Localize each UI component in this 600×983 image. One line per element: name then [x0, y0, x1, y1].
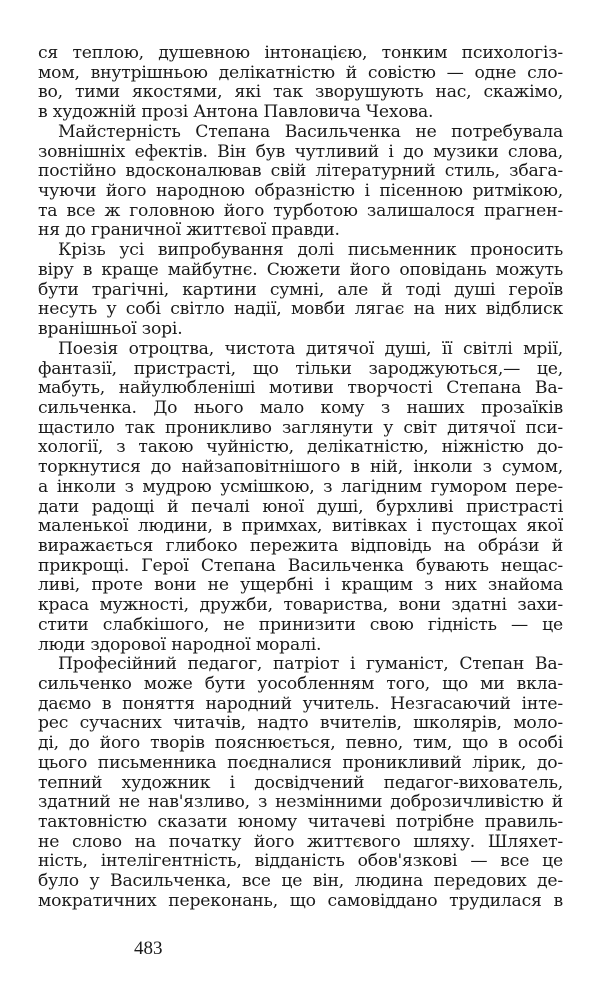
text-line: дати радощі й печалі юної душі, бурхливі пристрасті	[38, 496, 563, 517]
text-line: стити слабкішого, не принизити свою гідність — це	[38, 614, 563, 635]
text-line: зовнішніх ефектів. Він був чутливий і до музики слова,	[38, 141, 563, 162]
text-line: во, тими якостями, які так зворушують нас, скажімо,	[38, 82, 563, 103]
paragraph-mastery	[38, 123, 563, 241]
page-number: 483	[134, 938, 163, 959]
text-line: та все ж головною його турботою залишалося прагнен-	[38, 200, 563, 221]
text-line: ливі, проте вони не ущербні і кращим з них знайома	[38, 575, 563, 596]
text-line: а інколи з мудрою усмішкою, з лагідним гумором пере-	[38, 476, 563, 497]
text-line: фантазії, пристрасті, що тільки зароджуються,— це,	[38, 358, 563, 379]
text-line: рес сучасних читачів, надто вчителів, школярів, моло-	[38, 713, 563, 734]
document-page	[38, 44, 563, 912]
text-line: ня до граничної життєвої правди.	[38, 220, 340, 241]
text-line: несуть у собі світло надії, мовби лягає на них відблиск	[38, 299, 563, 320]
text-line: прикрощі. Герої Степана Васильченка бувають нещас-	[38, 555, 563, 576]
text-line: бути трагічні, картини сумні, але й тоді душі героїв	[38, 279, 563, 300]
text-line: цього письменника поєдналися проникливий лірик, до-	[38, 752, 563, 773]
text-line: вранішньої зорі.	[38, 319, 183, 340]
text-line: ся теплою, душевною інтонацією, тонким психологіз-	[38, 43, 563, 63]
text-line: сильченко може бути уособленням того, що ми вкла-	[38, 674, 563, 694]
text-line: Професійний педагог, патріот і гуманіст, Степан Ва-	[58, 654, 563, 675]
text-line: ність, інтелігентність, відданість обов'язкові — все це	[38, 851, 563, 872]
text-line: ді, до його творів пояснюється, певно, тим, що в особі	[38, 733, 563, 754]
text-line: тепний художник і досвідчений педагог-вихователь,	[38, 772, 563, 793]
text-line: тактовністю сказати юному читачеві потрібне правиль-	[38, 812, 563, 833]
paragraph-continued	[38, 44, 563, 123]
text-line: віру в краще майбутнє. Сюжети його оповідань можуть	[38, 259, 563, 280]
text-line: люди здорової народної моралі.	[38, 634, 322, 655]
paragraph-childhood	[38, 340, 563, 656]
text-line: даємо в поняття народний учитель. Незгасаючий інте-	[38, 693, 563, 714]
text-line: в художній прозі Антона Павловича Чехова.	[38, 102, 434, 123]
text-line: було у Васильченка, все це він, людина передових де-	[38, 871, 563, 892]
text-line: здатний не нав'язливо, з незмінними доброзичливістю й	[38, 792, 563, 813]
text-line: маленької людини, в примхах, витівках і пустощах якої	[38, 516, 563, 537]
text-line: хології, з такою чуйністю, делікатністю, ніжністю до-	[38, 437, 563, 458]
text-line: Поезія отроцтва, чистота дитячої душі, її світлі мрії,	[58, 338, 563, 359]
text-line: щастило так проникливо заглянути у світ дитячої пси-	[38, 417, 563, 438]
text-line: виражається глибоко пережита відповідь на обра́зи й	[38, 535, 563, 556]
text-line: мократичних переконань, що самовіддано трудилася в	[38, 890, 563, 911]
text-line: постійно вдосконалював свій літературний стиль, збага-	[38, 161, 563, 182]
text-line: мом, внутрішньою делікатністю й совістю — одне сло-	[38, 62, 563, 83]
text-line: чуючи його народною образністю і пісенною ритмікою,	[38, 181, 563, 202]
text-line: Крізь усі випробування долі письменник проносить	[58, 240, 563, 261]
text-line: сильченка. До нього мало кому з наших прозаїків	[38, 397, 563, 418]
text-line: мабуть, найулюбленіші мотиви творчості Степана Ва-	[38, 378, 563, 399]
text-line: не слово на початку його життєвого шляху. Шляхет-	[38, 831, 563, 852]
text-line: краса мужності, дружби, товариства, вони здатні захи-	[38, 595, 563, 616]
paragraph-pedagogue	[38, 655, 563, 911]
text-line: Майстерність Степана Васильченка не потребувала	[58, 121, 563, 142]
paragraph-hope	[38, 241, 563, 340]
text-line: торкнутися до найзаповітнішого в ній, інколи з сумом,	[38, 457, 563, 478]
